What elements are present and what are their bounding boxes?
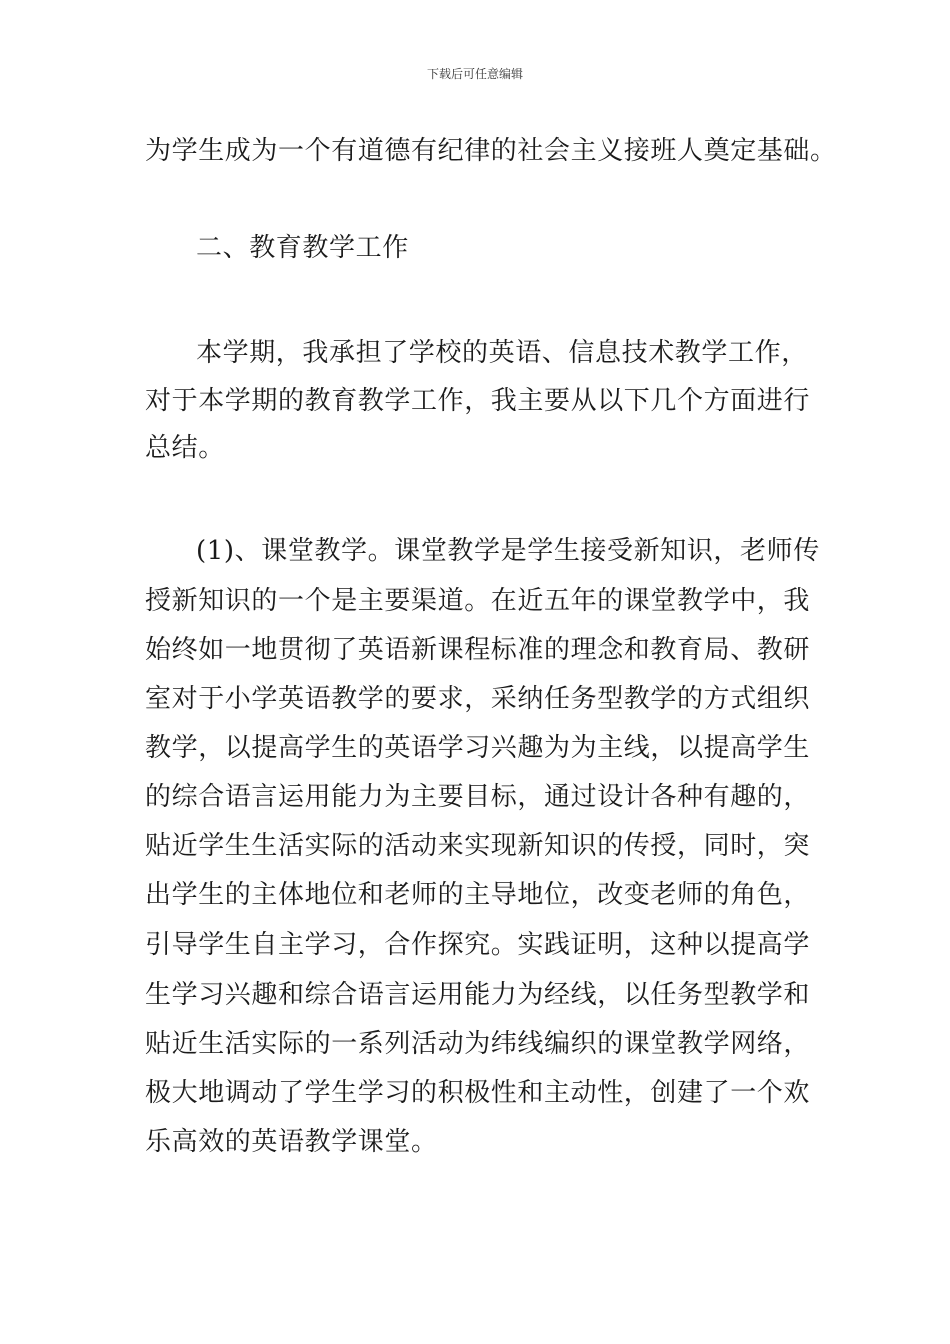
paragraph-line: (1)、课堂教学。课堂教学是学生接受新知识，老师传 (196, 536, 820, 566)
paragraph-line: 出学生的主体地位和老师的主导地位，改变老师的角色， (145, 880, 811, 910)
paragraph-line: 的综合语言运用能力为主要目标，通过设计各种有趣的， (145, 782, 811, 812)
paragraph-line: 贴近生活实际的一系列活动为纬线编织的课堂教学网络， (145, 1029, 811, 1059)
paragraph-line: 贴近学生生活实际的活动来实现新知识的传授，同时，突 (145, 831, 811, 861)
paragraph-line: 生学习兴趣和综合语言运用能力为经线，以任务型教学和 (145, 980, 811, 1010)
paragraph-line: 本学期，我承担了学校的英语、信息技术教学工作， (196, 338, 808, 368)
paragraph-line: 授新知识的一个是主要渠道。在近五年的课堂教学中，我 (145, 586, 811, 616)
paragraph-line: 对于本学期的教育教学工作，我主要从以下几个方面进行 (145, 386, 811, 416)
paragraph-line: 极大地调动了学生学习的积极性和主动性，创建了一个欢 (145, 1078, 811, 1108)
page-header-note: 下载后可任意编辑 (426, 67, 523, 81)
paragraph-line: 总结。 (145, 433, 225, 463)
continuation-line: 为学生成为一个有道德有纪律的社会主义接班人奠定基础。 (145, 136, 837, 166)
section-heading: 二、教育教学工作 (196, 233, 409, 263)
paragraph-line: 始终如一地贯彻了英语新课程标准的理念和教育局、教研 (145, 635, 811, 665)
paragraph-line: 乐高效的英语教学课堂。 (145, 1127, 438, 1157)
paragraph-line: 室对于小学英语教学的要求，采纳任务型教学的方式组织 (145, 684, 811, 714)
paragraph-line: 引导学生自主学习，合作探究。实践证明，这种以提高学 (145, 930, 811, 960)
paragraph-line: 教学，以提高学生的英语学习兴趣为为主线，以提高学生 (145, 733, 811, 763)
